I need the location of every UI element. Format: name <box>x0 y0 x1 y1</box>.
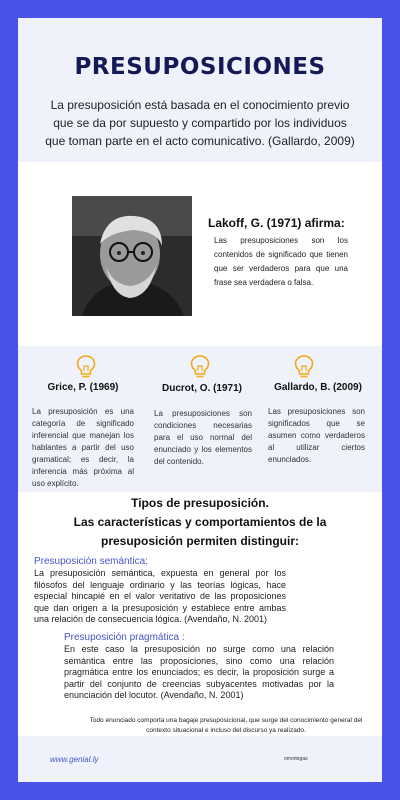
author-credit: omortegas <box>284 756 308 762</box>
lakoff-definition: Las presuposiciones son los contenidos de significado que tienen que ser verdaderos para que una frase sea verdadera o falsa. <box>214 236 348 287</box>
intro-paragraph: La presuposición está basada en el conocimiento previo que se da por supuesto y compartido por los individuos que toman parte en el acto comunicativo. (Gallardo, 2009) <box>45 98 355 148</box>
author-name-ducrot: Ducrot, O. (1971) <box>161 383 243 394</box>
pragmatic-presupposition-text: En este caso la presuposición no surge como una relación semántica entre las proposiciones, sino como una relación pragmática entre los enunciados; es decir, la proposición surge a partir del conjunto de creencias subyacentes motivadas por la enunciación del locutor. (Avendaño, N. 2001) <box>64 644 334 700</box>
footnote: Todo enunciado comporta una bagaje presuposicional, que surge del conocimiento general del contexto situacional e incluso del discurso ya realizado. <box>89 717 363 734</box>
grice-definition: La presuposición es una categoría de significado inferencial que manejan los hablantes a partir del uso gramatical; es decir, la inferencia más próxima al uso explícito. <box>32 407 134 488</box>
portrait-image <box>72 196 192 316</box>
infographic-card <box>18 18 382 782</box>
brand-link[interactable]: www.genial.ly <box>50 755 99 764</box>
types-heading <box>18 494 382 551</box>
lightbulb-icon <box>74 354 98 380</box>
page-title: PRESUPOSICIONES <box>74 54 326 80</box>
author-photo <box>72 196 192 316</box>
semantic-presupposition-text: La presuposición semántica, expuesta en general por los filósofos del lenguaje ordinario y las teorías lógicas, hace especial hincapié en el valor veritativo de las proposiciones que dan origen a la presuposición y establece entre ambas una relación de consecuencia lógica. (Avendaño, N. 2001) <box>34 568 286 624</box>
ducrot-definition: La presuposiciones son condiciones necesarias para el uso normal del enunciado y los elementos del contenido. <box>154 409 252 466</box>
author-name-gallardo: Gallardo, B. (2009) <box>274 382 362 393</box>
gallardo-definition: Las presuposiciones son significados que se asumen como verdaderos al utilizar ciertos enunciados. <box>268 407 365 464</box>
semantic-presupposition-label: Presuposición semántica: <box>34 556 148 567</box>
lightbulb-icon <box>188 354 212 380</box>
types-heading-line1: Tipos de presuposición. <box>131 496 269 510</box>
lakoff-heading: Lakoff, G. (1971) afirma: <box>208 216 345 230</box>
author-name-grice: Grice, P. (1969) <box>47 382 119 393</box>
types-heading-line2: Las características y comportamientos de la presuposición permiten distinguir: <box>73 515 327 548</box>
lightbulb-icon <box>292 354 316 380</box>
pragmatic-presupposition-label: Presuposición pragmática : <box>64 632 185 643</box>
